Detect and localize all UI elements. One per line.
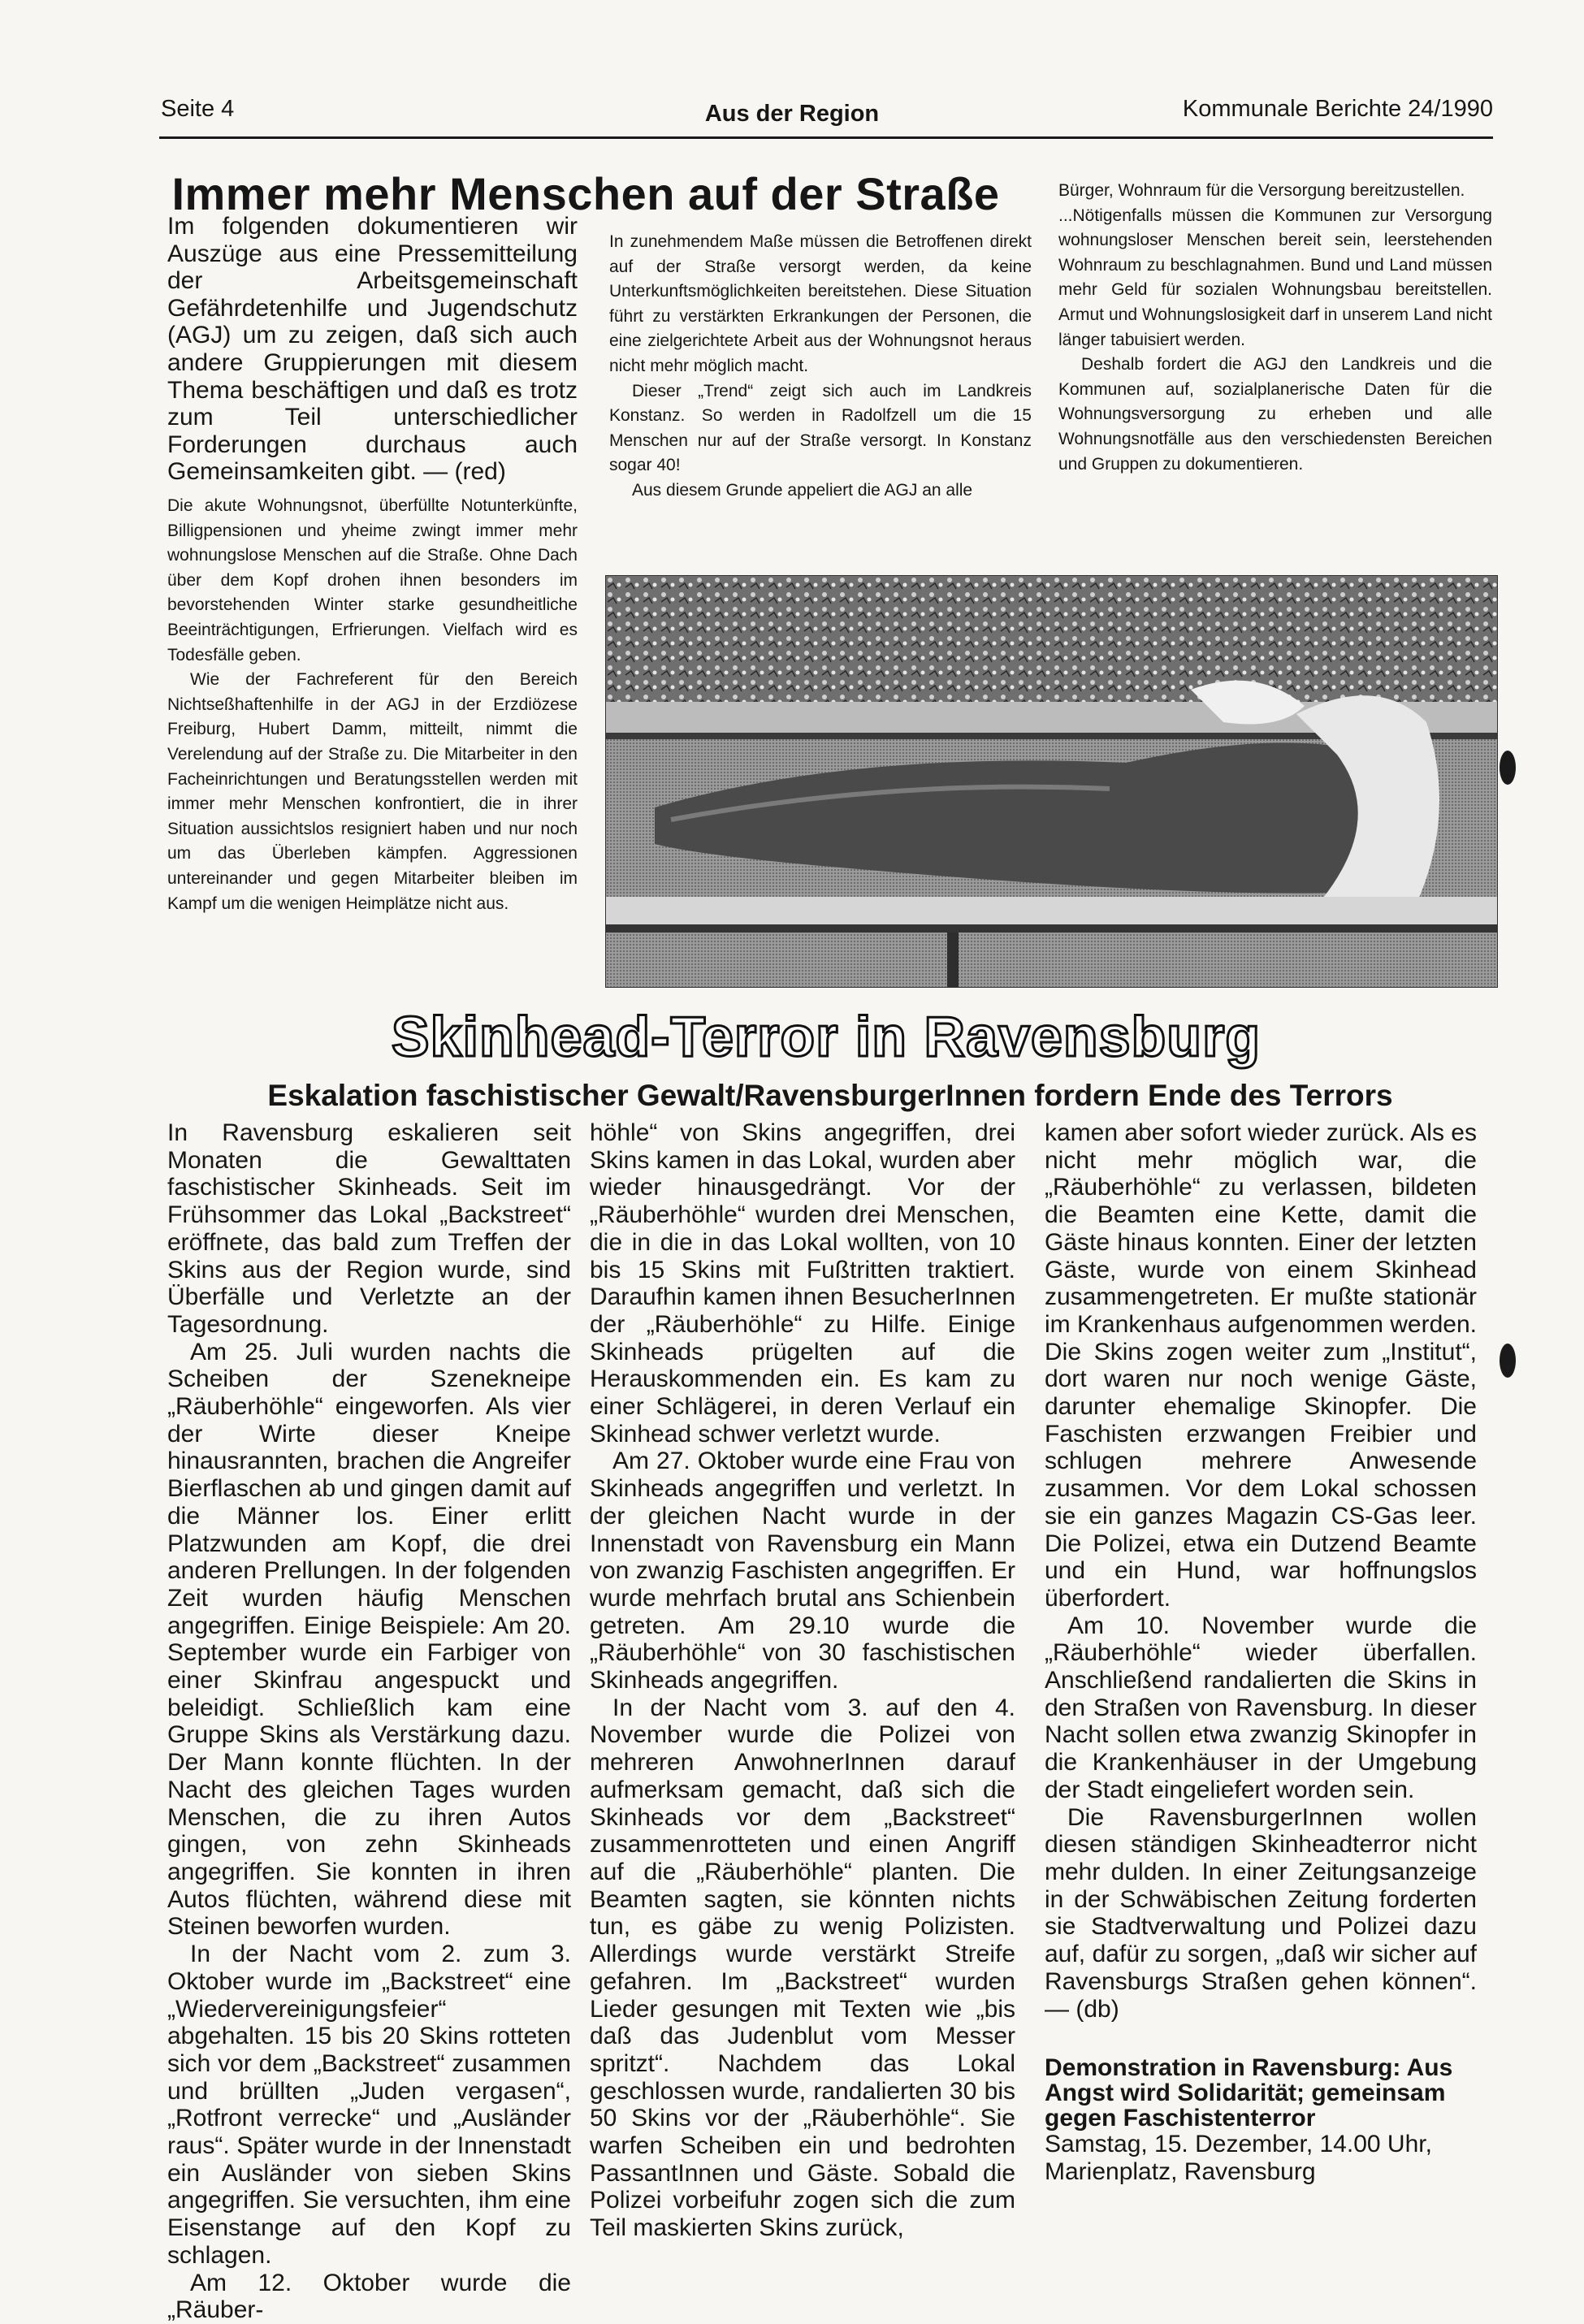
article2-paragraph: Am 12. Oktober wurde die „Räuber-: [167, 2269, 571, 2324]
demonstration-heading: Demonstration in Ravensburg: Aus Angst wird Solidarität; gemeinsam gegen Faschistenterror: [1045, 2054, 1453, 2131]
article1-paragraph: ...Nötigenfalls müssen die Kommunen zur Versorgung wohnungsloser Menschen bereit sein, leerstehenden Wohnraum zu beschlagnahmen. Bund und Land müssen mehr Geld für sozialen Wohnungsbau bereitstellen. Armut und Wohnungslosigkeit darf in unserem Land nicht länger tabuisiert werden.: [1058, 206, 1492, 349]
header-rule: [159, 136, 1493, 139]
article2-paragraph: Am 27. Oktober wurde eine Frau von Skinheads angegriffen und verletzt. In der gleichen Nacht wurde in der Innenstadt von Ravensburg ein Mann von zwanzig Faschisten angegriffen. Er wurde mehrfach brutal ans Schienbein getreten. Am 29.10 wurde die „Räuberhöhle“ von 30 faschistischen Skinheads angegriffen.: [590, 1448, 1015, 1694]
article2-paragraph: Die RavensburgerInnen wollen diesen ständigen Skinheadterror nicht mehr dulden. In einer Zeitungsanzeige in der Schwäbischen Zeitung forderten sie Stadtverwaltung und Polizei dazu auf, dafür zu sorgen, „daß wir sicher auf Ravensburgs Straßen gehen können“. — (db): [1045, 1803, 1477, 2023]
article1-title: Immer mehr Menschen auf der Straße: [171, 168, 1000, 219]
article2-paragraph: Am 10. November wurde die „Räuberhöhle“ wieder überfallen. Anschließend randalierten die Skins in den Straßen von Ravensburg. In dieser Nacht sollen etwa zwanzig Skinopfer in die Krankenhäuser in der Umgebung der Stadt eingeliefert worden sein.: [1045, 1612, 1477, 1803]
section-title: Aus der Region: [704, 101, 880, 127]
article1-paragraph: Aus diesem Grunde appeliert die AGJ an alle: [632, 480, 973, 500]
article1-lead: Im folgenden dokumentieren wir Auszüge aus eine Pressemitteilung der Arbeitsgemeinschaft Gefährdetenhilfe und Jugendschutz (AGJ) um zu zeigen, daß sich auch andere Gruppierungen mit diesem Thema beschäftigen und daß es trotz zum Teil unterschiedlicher Forderungen durchaus auch Gemeinsamkeiten gibt. — (red): [167, 213, 578, 486]
demonstration-box: [1045, 2055, 1477, 2185]
article2-paragraph: kamen aber sofort wieder zurück. Als es nicht mehr möglich war, die „Räuberhöhle“ zu verlassen, bildeten die Beamten eine Kette, damit die Gäste hinaus konnten. Einer der letzten Gäste, wurde von einem Skinhead zusammengetreten. Er mußte stationär im Krankenhaus aufgenommen werden. Die Skins zogen weiter zum „Institut“, dort waren nur noch wenige Gäste, darunter ehemalige Skinopfer. Die Faschisten erzwangen Freibier und schlugen mehrere Anwesende zusammen. Vor dem Lokal schossen sie ein ganzes Magazin CS-Gas leer. Die Polizei, etwa ein Dutzend Beamte und ein Hund, war hoffnungslos überfordert.: [1045, 1119, 1477, 1612]
article2-column3: [1045, 1119, 1477, 2023]
photo-sleeping-person-on-bench: [605, 575, 1498, 988]
article2-paragraph: In Ravensburg eskalieren seit Monaten die Gewalttaten faschistischer Skinheads. Seit im Frühsommer das Lokal „Backstreet“ eröffnete, das bald zum Treffen der Skins aus der Region wurde, sind Überfälle und Verletzte an der Tagesordnung.: [167, 1119, 571, 1338]
article1-paragraph: Bürger, Wohnraum für die Versorgung bereitzustellen.: [1058, 181, 1465, 200]
punch-hole: [1500, 751, 1516, 785]
article1-paragraph: In zunehmendem Maße müssen die Betroffenen direkt auf der Straße versorgt werden, da keine Unterkunftsmöglichkeiten bereitstehen. Diese Situation führt zu verstärkten Erkrankungen der Personen, die eine zielgerichtete Arbeit aus der Wohnungsnot heraus nicht mehr möglich macht.: [609, 232, 1032, 375]
article1-paragraph: Die akute Wohnungsnot, überfüllte Notunterkünfte, Billigpensionen und yheime zwingt immer mehr wohnungslose Menschen auf die Straße. Ohne Dach über dem Kopf drohen ihnen besonders im bevorstehenden Winter starke gesundheitliche Beeinträchtigungen, Erfrierungen. Vielfach wird es Todesfälle geben.: [167, 496, 578, 664]
publication-issue: Kommunale Berichte 24/1990: [1182, 96, 1493, 122]
article2-paragraph: Am 25. Juli wurden nachts die Scheiben der Szenekneipe „Räuberhöhle“ eingeworfen. Als vier der Wirte dieser Kneipe hinausrannten, brachen die Angreifer Bierflaschen ab und gingen damit auf die Männer los. Einer erlitt Platzwunden am Kopf, die drei anderen Prellungen. In der folgenden Zeit wurden häufig Menschen angegriffen. Einige Beispiele: Am 20. September wurde ein Farbiger von einer Skinfrau angespuckt und beleidigt. Schließlich kam eine Gruppe Skins als Verstärkung dazu. Der Mann konnte flüchten. In der Nacht des gleichen Tages wurden Menschen, die zu ihren Autos gingen, von zehn Skinheads angegriffen. Sie konnten in ihren Autos flüchten, während diese mit Steinen beworfen wurden.: [167, 1338, 571, 1941]
article2-column1: [167, 1119, 571, 2324]
article2-subtitle: Eskalation faschistischer Gewalt/RavensburgerInnen fordern Ende des Terrors: [267, 1079, 1393, 1112]
article2-column2: [590, 1119, 1015, 2242]
article1-paragraph: Wie der Fachreferent für den Bereich Nichtseßhaftenhilfe in der AGJ in der Erzdiözese Freiburg, Hubert Damm, mitteilt, nimmt die Verelendung auf der Straße zu. Die Mitarbeiter in den Facheinrichtungen und Beratungsstellen werden mit immer mehr Menschen konfrontiert, die in ihrer Situation aussichtslos resigniert haben und nur noch um das Überleben kämpfen. Aggressionen untereinander und gegen Mitarbeiter bleiben im Kampf um die wenigen Heimplätze nicht aus.: [167, 670, 578, 913]
article1-column1: [167, 494, 578, 916]
article2-paragraph: In der Nacht vom 3. auf den 4. November wurde die Polizei von mehreren AnwohnerInnen darauf aufmerksam gemacht, daß sich die Skinheads vor dem „Backstreet“ zusammenrotteten und einen Angriff auf die „Räuberhöhle“ planten. Die Beamten sagten, sie könnten nichts tun, es gäbe zu wenig Polizisten. Allerdings wurde verstärkt Streife gefahren. Im „Backstreet“ wurden Lieder gesungen mit Texten wie „bis daß das Judenblut vom Messer spritzt“. Nachdem das Lokal geschlossen wurde, randalierten 30 bis 50 Skins vor der „Räuberhöhle“. Sie warfen Scheiben ein und bedrohten PassantInnen und Gäste. Sobald die Polizei vorbeifuhr zogen sich die zum Teil maskierten Skins zurück,: [590, 1694, 1015, 2242]
article2-title: Skinhead-Terror in Ravensburg: [391, 1005, 1262, 1068]
article1-paragraph: Deshalb fordert die AGJ den Landkreis und die Kommunen auf, sozialplanerische Daten für die Wohnungsversorgung zu erheben und alle Wohnungsnotfälle aus den verschiedensten Bereichen und Gruppen zu dokumentieren.: [1058, 355, 1492, 474]
punch-hole: [1500, 1344, 1516, 1378]
page-number: Seite 4: [161, 96, 235, 122]
article2-paragraph: In der Nacht vom 2. zum 3. Oktober wurde im „Backstreet“ eine „Wiedervereinigungsfeier“ abgehalten. 15 bis 20 Skins rotteten sich vor dem „Backstreet“ zusammen und brüllten „Juden vergasen“, „Rotfront verrecke“ und „Ausländer raus“. Später wurde in der Innenstadt ein Ausländer von sieben Skins angegriffen. Sie versuchten, ihm eine Eisenstange auf den Kopf zu schlagen.: [167, 1941, 571, 2269]
article2-paragraph: höhle“ von Skins angegriffen, drei Skins kamen in das Lokal, wurden aber wieder hinausgedrängt. Vor der „Räuberhöhle“ wurden drei Menschen, die in die in das Lokal wollten, von 10 bis 15 Skins mit Fußtritten traktiert. Daraufhin kamen ihnen BesucherInnen der „Räuberhöhle“ zu Hilfe. Einige Skinheads prügelten auf die Herauskommenden ein. Es kam zu einer Schlägerei, in deren Verlauf ein Skinhead schwer verletzt wurde.: [590, 1119, 1015, 1448]
article1-paragraph: Dieser „Trend“ zeigt sich auch im Landkreis Konstanz. So werden in Radolfzell um die 15 Menschen nur auf der Straße versorgt. In Konstanz sogar 40!: [609, 381, 1032, 475]
article1-column3: [1058, 179, 1492, 477]
article1-column2: [609, 230, 1032, 504]
demonstration-details: Samstag, 15. Dezember, 14.00 Uhr, Marienplatz, Ravensburg: [1045, 2131, 1432, 2185]
